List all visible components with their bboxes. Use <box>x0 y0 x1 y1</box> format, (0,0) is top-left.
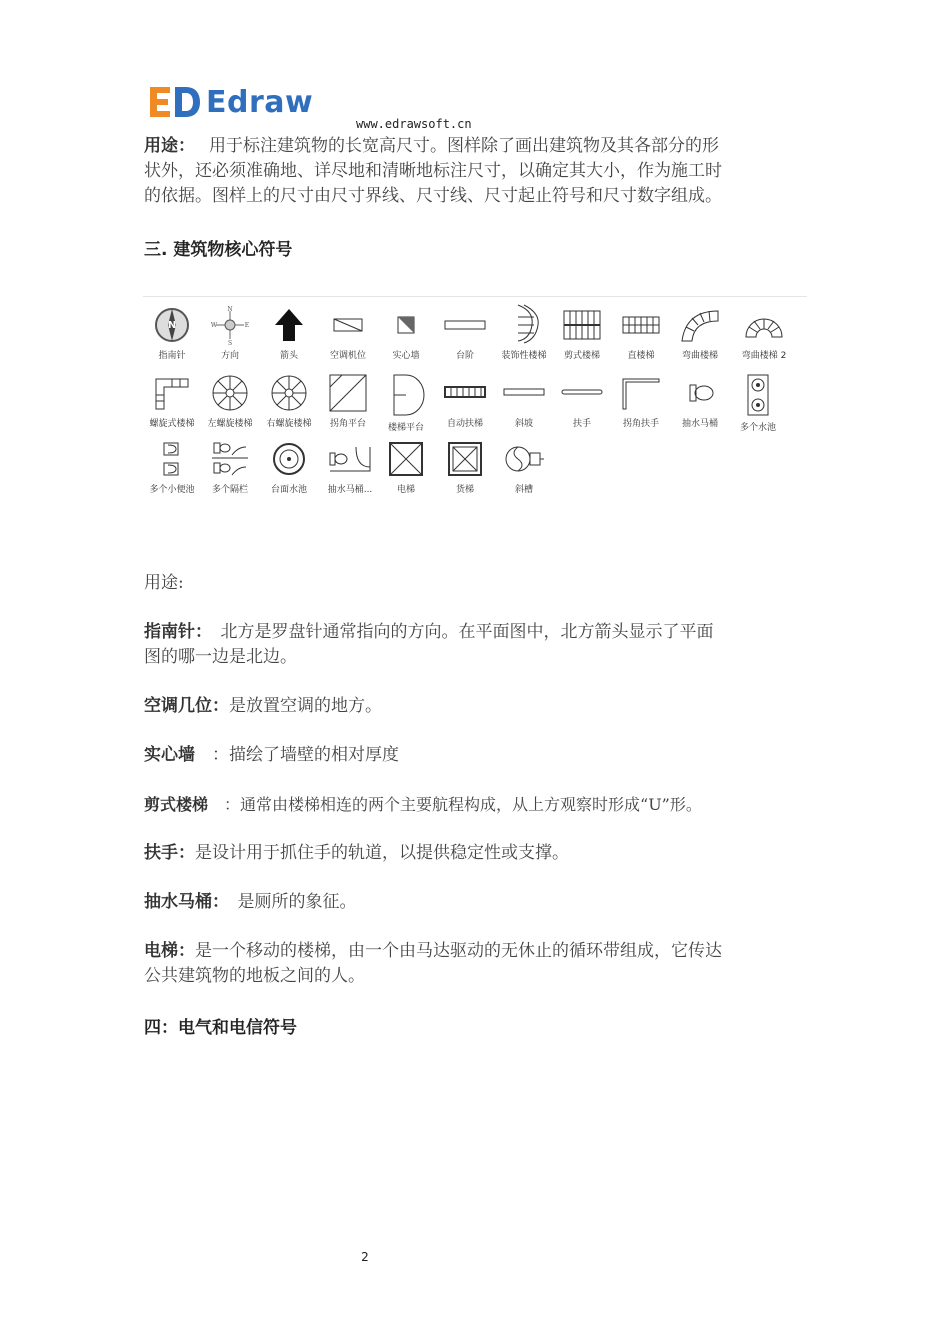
symbol-multiple-sinks: 多个水池 <box>729 373 787 433</box>
usage-item-elevator: 电梯：是一个移动的楼梯，由一个由马达驱动的无休止的循环带组成，它传达 公共建筑物的地板之间的人。 <box>144 941 722 986</box>
ramp-icon <box>500 373 548 413</box>
symbol-step: 台阶 <box>436 305 494 361</box>
usage-item-toilet: 抽水马桶： 是厕所的象征。 <box>144 892 357 912</box>
section-4-title: 四：电气和电信符号 <box>144 1018 297 1038</box>
symbol-grid <box>143 296 807 507</box>
toilet-icon <box>680 373 720 413</box>
symbol-corner-handrail: 拐角扶手 <box>612 373 670 429</box>
symbol-handrail: 扶手 <box>553 373 611 429</box>
svg-text:N: N <box>227 306 233 313</box>
usage-item-ac: 空调几位：是放置空调的地方。 <box>144 696 382 716</box>
symbol-ramp: 斜坡 <box>495 373 553 429</box>
symbol-direction: N S W E 方向 <box>210 306 250 361</box>
usage-heading: 用途: <box>144 573 184 593</box>
multiple-stalls-icon <box>208 439 252 479</box>
symbol-curved-stair-2: 弯曲楼梯 2 <box>729 305 799 361</box>
curved-stair-icon <box>678 305 722 345</box>
symbol-right-spiral-stair: 右螺旋楼梯 <box>260 373 318 429</box>
svg-text:E: E <box>244 322 250 329</box>
symbol-arrow: 箭头 <box>260 305 318 361</box>
counter-sink-icon <box>269 439 309 479</box>
symbol-corner-landing: 拐角平台 <box>319 373 377 429</box>
usage-item-compass: 指南针： 北方是罗盘针通常指向的方向。在平面图中，北方箭头显示了平面 图的哪一边是北边。 <box>144 622 714 667</box>
elevator-icon <box>386 439 426 479</box>
chute-icon <box>502 439 546 479</box>
symbol-multiple-urinals: 多个小便池 <box>143 439 201 495</box>
symbol-toilet-stall: 抽水马桶... <box>319 439 381 495</box>
usage-item-solid-wall: 实心墙 ：描绘了墙壁的相对厚度 <box>144 745 399 765</box>
header-url: www.edrawsoft.cn <box>356 117 472 131</box>
symbol-freight-elevator: 货梯 <box>436 439 494 495</box>
escalator-icon <box>441 373 489 413</box>
toilet-stall-icon <box>326 439 374 479</box>
intro-line-1: 用于标注建筑物的长宽高尺寸。图样除了画出建筑物及其各部分的形 <box>209 136 719 156</box>
multiple-urinals-icon <box>152 439 192 479</box>
symbol-scissor-stair: 剪式楼梯 <box>553 305 611 361</box>
symbol-counter-sink: 台面水池 <box>260 439 318 495</box>
symbol-straight-stair: 直楼梯 <box>612 305 670 361</box>
symbol-compass: N 指南针 <box>143 305 201 361</box>
svg-text:S: S <box>227 340 233 345</box>
symbol-decorative-stair: 装饰性楼梯 <box>495 301 553 361</box>
multiple-sinks-icon <box>738 373 778 417</box>
section-3-title: 三. 建筑物核心符号 <box>144 240 293 260</box>
direction-icon <box>210 305 250 345</box>
stair-landing-icon <box>386 373 426 417</box>
svg-text:N: N <box>167 320 177 331</box>
symbol-ac-unit: 空调机位 <box>319 305 377 361</box>
svg-text:W: W <box>210 322 218 329</box>
usage-item-handrail: 扶手：是设计用于抓住手的轨道，以提供稳定性或支撑。 <box>144 843 569 863</box>
corner-landing-icon <box>328 373 368 413</box>
symbol-multiple-stalls: 多个隔栏 <box>201 439 259 495</box>
symbol-solid-wall: 实心墙 <box>377 305 435 361</box>
symbol-chute: 斜槽 <box>495 439 553 495</box>
symbol-escalator: 自动扶梯 <box>436 373 494 429</box>
compass-icon <box>152 305 192 345</box>
symbol-stair-landing: 楼梯平台 <box>377 373 435 433</box>
intro-line-3: 的依据。图样上的尺寸由尺寸界线、尺寸线、尺寸起止符号和尺寸数字组成。 <box>144 186 722 206</box>
straight-stair-icon <box>619 305 663 345</box>
right-spiral-stair-icon <box>269 373 309 413</box>
solid-wall-icon <box>386 305 426 345</box>
decorative-stair-icon <box>504 301 544 345</box>
symbol-left-spiral-stair: 左螺旋楼梯 <box>201 373 259 429</box>
symbol-elevator: 电梯 <box>377 439 435 495</box>
left-spiral-stair-icon <box>210 373 250 413</box>
handrail-icon <box>558 373 606 413</box>
edraw-logo-icon <box>148 83 202 121</box>
intro-paragraph <box>144 134 824 209</box>
arrow-icon <box>269 305 309 345</box>
symbol-spiral-stair: 螺旋式楼梯 <box>143 373 201 429</box>
ac-unit-icon <box>328 305 368 345</box>
intro-label: 用途： <box>144 136 195 156</box>
symbol-toilet: 抽水马桶 <box>671 373 729 429</box>
corner-handrail-icon <box>617 373 665 413</box>
intro-line-2: 状外，还必须准确地、详尽地和清晰地标注尺寸，以确定其大小，作为施工时 <box>144 161 722 181</box>
page-number: 2 <box>361 1250 369 1264</box>
logo-text: Edraw <box>206 84 314 120</box>
usage-item-scissor-stair: 剪式楼梯 ：通常由楼梯相连的两个主要航程构成，从上方观察时形成“U”形。 <box>144 795 702 814</box>
step-icon <box>441 305 489 345</box>
curved-stair-2-icon <box>742 305 786 345</box>
spiral-stair-icon <box>150 373 194 413</box>
freight-elevator-icon <box>445 439 485 479</box>
symbol-curved-stair: 弯曲楼梯 <box>671 305 729 361</box>
edraw-logo <box>148 82 313 122</box>
scissor-stair-icon <box>560 305 604 345</box>
